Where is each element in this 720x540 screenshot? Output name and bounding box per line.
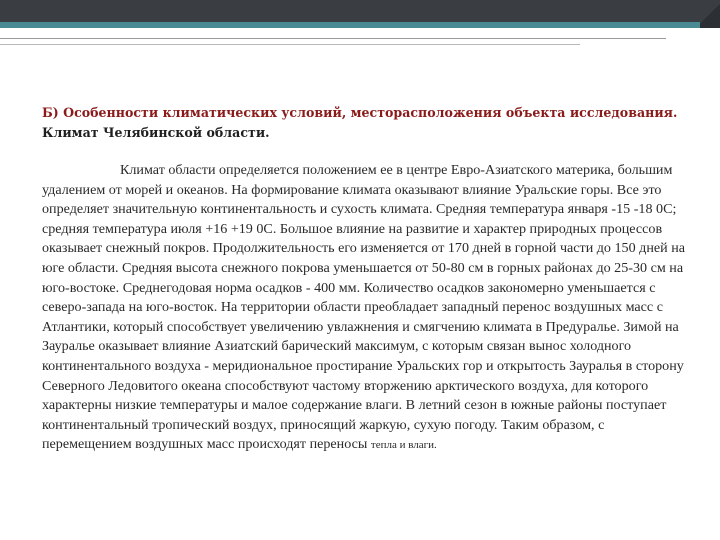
- section-heading: [42, 103, 682, 143]
- body-paragraph: [42, 161, 692, 456]
- body-paragraph-tail: тепла и влаги.: [370, 439, 437, 452]
- section-heading-title: Б) Особенности климатических условий, месторасположения объекта исследования.: [42, 105, 678, 120]
- divider-line-secondary: [0, 44, 580, 45]
- body-paragraph-text: Климат области определяется положением ее в центре Евро-Азиатского материка, большим удалением от морей и океанов. На формирование климата оказывают влияние Уральские горы. Все это определяет значительную континентальность и сухость климата. Средняя температура января -15 -18 0С; средняя температура июля +16 +19 0С. Большое влияние на развитие и характер природных процессов оказывает снежный покров. Продолжительность его изменяется от 170 дней в горной части до 150 дней на юге области. Средняя высота снежного покрова уменьшается от 50-80 см в горных районах до 25-30 см на юго-востоке. Среднегодовая норма осадков - 400 мм. Количество осадков закономерно уменьшается с северо-запада на юго-восток. На территории области преобладает западный перенос воздушных масс с Атлантики, который способствует увеличению увлажнения и смягчению климата в Предуралье. Зимой на Зауралье оказывает влияние Азиатский барический максимум, с которым связан вынос холодного континентального воздуха - меридиональное простирание Уральских гор и открытость Зауралья в сторону Северного Ледовитого океана способствуют частому вторжению арктического воздуха, для которого характерны низкие температуры и малое содержание влаги. В летний сезон в южные районы поступает континентальный тропический воздух, приносящий жаркую, сухую погоду. Таким образом, с перемещением воздушных масс происходят переносы: [42, 162, 685, 453]
- divider-line: [0, 38, 666, 39]
- header-corner: [700, 0, 720, 28]
- header-accent-stripe: [0, 22, 720, 28]
- section-heading-subtitle: Климат Челябинской области.: [42, 125, 270, 140]
- header-bar: [0, 0, 720, 22]
